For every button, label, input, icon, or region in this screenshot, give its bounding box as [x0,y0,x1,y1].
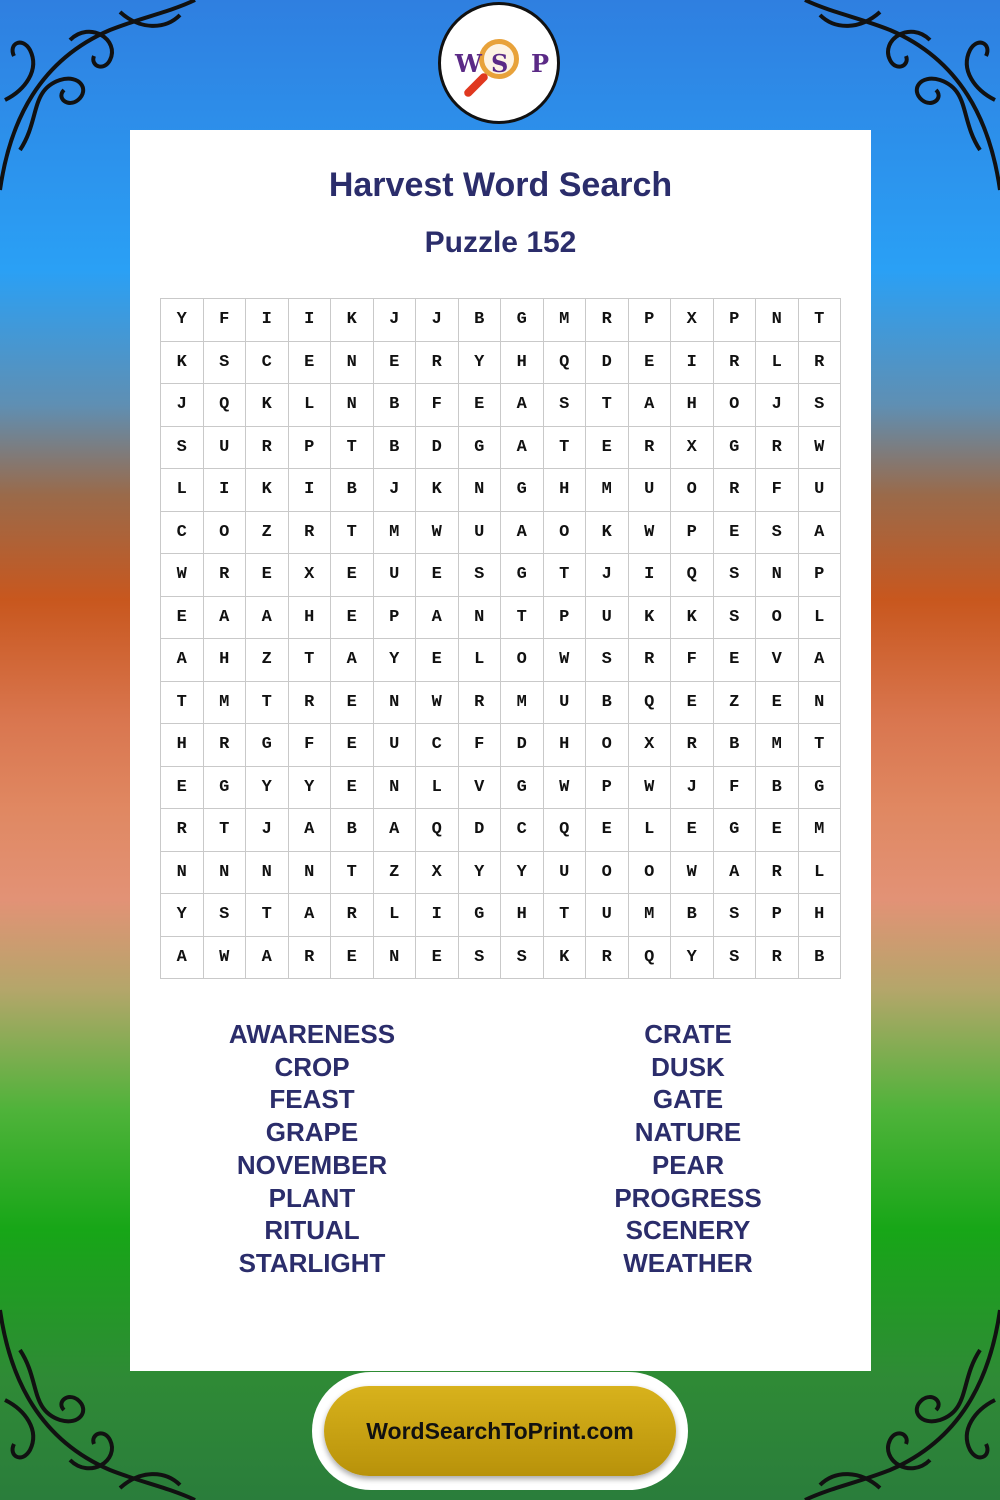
grid-cell[interactable]: X [629,724,672,767]
grid-cell[interactable]: W [416,682,459,725]
grid-cell[interactable]: R [714,469,757,512]
grid-cell[interactable]: Z [246,639,289,682]
grid-cell[interactable]: N [289,852,332,895]
grid-cell[interactable]: R [246,427,289,470]
grid-cell[interactable]: E [416,554,459,597]
grid-cell[interactable]: E [331,724,374,767]
grid-cell[interactable]: R [756,852,799,895]
grid-cell[interactable]: K [161,342,204,385]
grid-cell[interactable]: E [586,427,629,470]
grid-cell[interactable]: X [289,554,332,597]
grid-cell[interactable]: B [586,682,629,725]
grid-cell[interactable]: K [246,469,289,512]
grid-cell[interactable]: O [204,512,247,555]
grid-cell[interactable]: A [289,894,332,937]
grid-cell[interactable]: R [204,554,247,597]
grid-cell[interactable]: D [586,342,629,385]
grid-cell[interactable]: R [756,427,799,470]
grid-cell[interactable]: E [331,554,374,597]
grid-cell[interactable]: I [289,469,332,512]
grid-cell[interactable]: S [586,639,629,682]
grid-cell[interactable]: E [161,597,204,640]
grid-cell[interactable]: S [204,342,247,385]
grid-cell[interactable]: N [246,852,289,895]
grid-cell[interactable]: O [714,384,757,427]
grid-cell[interactable]: T [544,427,587,470]
grid-cell[interactable]: Y [289,767,332,810]
grid-cell[interactable]: R [671,724,714,767]
grid-cell[interactable]: J [756,384,799,427]
grid-cell[interactable]: A [714,852,757,895]
grid-cell[interactable]: R [799,342,842,385]
word-list-item: PLANT [268,1182,356,1213]
grid-cell[interactable]: B [671,894,714,937]
grid-cell[interactable]: W [544,767,587,810]
grid-cell[interactable]: L [289,384,332,427]
grid-cell[interactable]: K [629,597,672,640]
grid-cell[interactable]: O [544,512,587,555]
grid-cell[interactable]: R [416,342,459,385]
grid-cell[interactable]: I [416,894,459,937]
grid-cell[interactable]: M [799,809,842,852]
grid-cell[interactable]: R [586,937,629,980]
grid-cell[interactable]: A [246,597,289,640]
grid-cell[interactable]: O [671,469,714,512]
grid-cell[interactable]: T [586,384,629,427]
grid-cell[interactable]: N [161,852,204,895]
word-list-item: FEAST [269,1084,355,1115]
grid-cell[interactable]: I [629,554,672,597]
grid-cell[interactable]: E [629,342,672,385]
grid-cell[interactable]: T [204,809,247,852]
grid-cell[interactable]: Y [161,299,204,342]
grid-cell[interactable]: R [586,299,629,342]
grid-cell[interactable]: A [204,597,247,640]
grid-cell[interactable]: F [671,639,714,682]
grid-cell[interactable]: J [416,299,459,342]
grid-cell[interactable]: M [756,724,799,767]
grid-cell[interactable]: N [374,937,417,980]
grid-cell[interactable]: Y [671,937,714,980]
word-list-item: PROGRESS [614,1182,762,1213]
grid-cell[interactable]: P [799,554,842,597]
grid-cell[interactable]: T [246,894,289,937]
grid-cell[interactable]: C [501,809,544,852]
grid-cell[interactable]: L [161,469,204,512]
grid-cell[interactable]: Y [161,894,204,937]
grid-cell[interactable]: D [501,724,544,767]
grid-cell[interactable]: P [629,299,672,342]
page-title: Harvest Word Search [328,166,673,204]
grid-cell[interactable]: J [246,809,289,852]
grid-cell[interactable]: G [501,767,544,810]
grid-cell[interactable]: O [586,852,629,895]
grid-cell[interactable]: W [544,639,587,682]
grid-cell[interactable]: U [459,512,502,555]
grid-cell[interactable]: U [544,852,587,895]
grid-cell[interactable]: P [544,597,587,640]
grid-cell[interactable]: O [586,724,629,767]
grid-cell[interactable]: T [331,852,374,895]
word-list-item: STARLIGHT [238,1247,386,1278]
grid-cell[interactable]: A [416,597,459,640]
grid-cell[interactable]: I [289,299,332,342]
grid-cell[interactable]: H [289,597,332,640]
grid-cell[interactable]: T [544,894,587,937]
grid-cell[interactable]: E [331,937,374,980]
grid-cell[interactable]: G [501,554,544,597]
grid-cell[interactable]: Z [714,682,757,725]
grid-cell[interactable]: U [799,469,842,512]
grid-cell[interactable]: E [714,512,757,555]
grid-cell[interactable]: S [714,597,757,640]
word-list-item: SCENERY [625,1215,751,1246]
grid-cell[interactable]: X [416,852,459,895]
grid-cell[interactable]: S [714,937,757,980]
grid-cell[interactable]: E [416,639,459,682]
grid-cell[interactable]: B [374,384,417,427]
grid-cell[interactable]: G [459,427,502,470]
grid-cell[interactable]: A [289,809,332,852]
grid-cell[interactable]: G [204,767,247,810]
grid-cell[interactable]: S [799,384,842,427]
grid-cell[interactable]: E [331,597,374,640]
word-list-item: WEATHER [623,1247,753,1278]
grid-cell[interactable]: H [799,894,842,937]
grid-cell[interactable]: Y [374,639,417,682]
grid-cell[interactable]: H [671,384,714,427]
word-list-item: AWARENESS [228,1019,396,1049]
grid-cell[interactable]: U [544,682,587,725]
grid-cell[interactable]: Q [416,809,459,852]
grid-cell[interactable]: N [331,342,374,385]
grid-cell[interactable]: S [459,554,502,597]
puzzle-sheet [130,130,871,1371]
grid-cell[interactable]: J [161,384,204,427]
grid-cell[interactable]: B [374,427,417,470]
grid-cell[interactable]: O [629,852,672,895]
grid-cell[interactable]: A [161,639,204,682]
word-list-item: NOVEMBER [236,1149,388,1180]
grid-cell[interactable]: H [501,894,544,937]
grid-cell[interactable]: A [331,639,374,682]
grid-cell[interactable]: A [501,384,544,427]
grid-cell[interactable]: D [416,427,459,470]
grid-cell[interactable]: J [586,554,629,597]
grid-cell[interactable]: M [204,682,247,725]
grid-cell[interactable]: G [714,809,757,852]
logo-letter: W [455,49,482,78]
grid-cell[interactable]: S [756,512,799,555]
grid-cell[interactable]: E [374,342,417,385]
grid-cell[interactable]: P [289,427,332,470]
grid-cell[interactable]: J [671,767,714,810]
grid-cell[interactable]: G [799,767,842,810]
grid-cell[interactable]: M [501,682,544,725]
grid-cell[interactable]: L [799,852,842,895]
grid-cell[interactable]: Q [629,682,672,725]
grid-cell[interactable]: R [629,639,672,682]
grid-cell[interactable]: E [714,639,757,682]
grid-cell[interactable]: T [331,427,374,470]
word-list-column-1 [192,1018,432,1280]
grid-cell[interactable]: H [544,724,587,767]
grid-cell[interactable]: Q [671,554,714,597]
grid-cell[interactable]: K [416,469,459,512]
grid-cell[interactable]: L [799,597,842,640]
grid-cell[interactable]: P [671,512,714,555]
grid-cell[interactable]: A [501,427,544,470]
grid-cell[interactable]: I [671,342,714,385]
grid-cell[interactable]: R [289,937,332,980]
grid-cell[interactable]: P [714,299,757,342]
grid-cell[interactable]: N [204,852,247,895]
grid-cell[interactable]: U [586,597,629,640]
word-list-item: GRAPE [265,1117,359,1148]
grid-cell[interactable]: R [459,682,502,725]
grid-cell[interactable]: M [374,512,417,555]
grid-cell[interactable]: L [756,342,799,385]
grid-cell[interactable]: G [246,724,289,767]
grid-cell[interactable]: K [671,597,714,640]
grid-cell[interactable]: H [161,724,204,767]
grid-cell[interactable]: B [331,469,374,512]
grid-cell[interactable]: J [374,469,417,512]
grid-cell[interactable]: P [374,597,417,640]
grid-cell[interactable]: A [629,384,672,427]
grid-cell[interactable]: X [671,427,714,470]
grid-cell[interactable]: F [459,724,502,767]
grid-cell[interactable]: T [331,512,374,555]
word-list-item: RITUAL [264,1215,360,1246]
grid-cell[interactable]: A [161,937,204,980]
grid-cell[interactable]: B [756,767,799,810]
word-list-column-2 [568,1018,808,1280]
grid-cell[interactable]: P [586,767,629,810]
grid-cell[interactable]: Q [544,342,587,385]
puzzle-number: Puzzle 152 [424,226,577,259]
grid-cell[interactable]: N [331,384,374,427]
grid-cell[interactable]: D [459,809,502,852]
grid-cell[interactable]: R [204,724,247,767]
grid-cell[interactable]: R [756,937,799,980]
grid-cell[interactable]: Q [204,384,247,427]
grid-cell[interactable]: E [161,767,204,810]
grid-cell[interactable]: Y [459,342,502,385]
grid-cell[interactable]: H [544,469,587,512]
grid-cell[interactable]: N [374,682,417,725]
grid-cell[interactable]: V [459,767,502,810]
grid-cell[interactable]: N [374,767,417,810]
grid-cell[interactable]: E [246,554,289,597]
grid-cell[interactable]: A [501,512,544,555]
grid-cell[interactable]: S [459,937,502,980]
grid-cell[interactable]: C [416,724,459,767]
grid-cell[interactable]: W [629,767,672,810]
grid-cell[interactable]: G [714,427,757,470]
grid-cell[interactable]: E [586,809,629,852]
grid-cell[interactable]: I [246,299,289,342]
grid-cell[interactable]: O [501,639,544,682]
grid-cell[interactable]: N [756,299,799,342]
grid-cell[interactable]: W [629,512,672,555]
word-list-item: NATURE [634,1117,742,1148]
grid-cell[interactable]: L [629,809,672,852]
grid-cell[interactable]: E [756,809,799,852]
grid-cell[interactable]: E [416,937,459,980]
grid-cell[interactable]: T [544,554,587,597]
grid-cell[interactable]: L [459,639,502,682]
word-list-item: PEAR [651,1149,725,1180]
grid-cell[interactable]: S [161,427,204,470]
grid-cell[interactable]: Y [501,852,544,895]
grid-cell[interactable]: A [799,512,842,555]
grid-cell[interactable]: S [544,384,587,427]
grid-cell[interactable]: Y [459,852,502,895]
grid-cell[interactable]: P [756,894,799,937]
grid-cell[interactable]: T [246,682,289,725]
grid-cell[interactable]: E [756,682,799,725]
grid-cell[interactable]: Z [246,512,289,555]
grid-cell[interactable]: U [204,427,247,470]
grid-cell[interactable]: S [714,554,757,597]
grid-cell[interactable]: W [204,937,247,980]
grid-cell[interactable]: B [331,809,374,852]
word-list-item: CROP [274,1051,350,1082]
grid-cell[interactable]: S [714,894,757,937]
grid-cell[interactable]: W [416,512,459,555]
grid-cell[interactable]: Z [374,852,417,895]
grid-cell[interactable]: K [331,299,374,342]
grid-cell[interactable]: R [289,682,332,725]
grid-cell[interactable]: T [161,682,204,725]
grid-cell[interactable]: F [289,724,332,767]
grid-cell[interactable]: T [289,639,332,682]
grid-cell[interactable]: M [629,894,672,937]
grid-cell[interactable]: T [501,597,544,640]
logo-letter: P [531,49,550,78]
grid-cell[interactable]: W [799,427,842,470]
grid-cell[interactable]: V [756,639,799,682]
grid-cell[interactable]: F [756,469,799,512]
grid-cell[interactable]: L [374,894,417,937]
grid-cell[interactable]: E [459,384,502,427]
grid-cell[interactable]: Y [246,767,289,810]
grid-cell[interactable]: S [501,937,544,980]
word-list-item: GATE [652,1084,724,1115]
grid-cell[interactable]: B [714,724,757,767]
grid-cell[interactable]: K [544,937,587,980]
grid-cell[interactable]: K [246,384,289,427]
grid-cell[interactable]: O [756,597,799,640]
grid-cell[interactable]: E [289,342,332,385]
grid-cell[interactable]: M [586,469,629,512]
footer-badge [312,1372,688,1490]
grid-cell[interactable]: F [416,384,459,427]
grid-cell[interactable]: N [756,554,799,597]
grid-cell[interactable]: N [459,597,502,640]
grid-cell[interactable]: R [289,512,332,555]
grid-cell[interactable]: A [799,639,842,682]
grid-cell[interactable]: B [799,937,842,980]
grid-cell[interactable]: G [501,469,544,512]
grid-cell[interactable]: E [671,682,714,725]
grid-cell[interactable]: C [246,342,289,385]
grid-cell[interactable]: R [714,342,757,385]
grid-cell[interactable]: X [671,299,714,342]
grid-cell[interactable]: I [204,469,247,512]
grid-cell[interactable]: B [459,299,502,342]
grid-cell[interactable]: A [374,809,417,852]
grid-cell[interactable]: L [416,767,459,810]
grid-cell[interactable]: F [204,299,247,342]
grid-cell[interactable]: U [374,724,417,767]
word-list-item: DUSK [651,1051,725,1082]
grid-cell[interactable]: N [799,682,842,725]
grid-cell[interactable]: E [671,809,714,852]
grid-cell[interactable]: U [629,469,672,512]
grid-cell[interactable]: G [459,894,502,937]
grid-cell[interactable]: H [501,342,544,385]
site-logo[interactable] [438,2,560,124]
grid-cell[interactable]: K [586,512,629,555]
site-link[interactable]: WordSearchToPrint.com [324,1386,676,1476]
grid-cell[interactable]: Q [544,809,587,852]
grid-cell[interactable]: N [459,469,502,512]
grid-cell[interactable]: C [161,512,204,555]
grid-cell[interactable]: E [331,767,374,810]
grid-cell[interactable]: H [204,639,247,682]
grid-cell[interactable]: W [671,852,714,895]
grid-cell[interactable]: U [586,894,629,937]
grid-cell[interactable]: Q [629,937,672,980]
word-list-item: CRATE [644,1019,732,1049]
grid-cell[interactable]: U [374,554,417,597]
grid-cell[interactable]: S [204,894,247,937]
grid-cell[interactable]: F [714,767,757,810]
letter-grid [160,298,841,979]
grid-cell[interactable]: G [501,299,544,342]
grid-cell[interactable]: W [161,554,204,597]
grid-cell[interactable]: T [799,724,842,767]
grid-cell[interactable]: T [799,299,842,342]
grid-cell[interactable]: R [629,427,672,470]
grid-cell[interactable]: E [331,682,374,725]
logo-letter: S [491,49,509,78]
grid-cell[interactable]: R [161,809,204,852]
grid-cell[interactable]: M [544,299,587,342]
grid-cell[interactable]: J [374,299,417,342]
grid-cell[interactable]: R [331,894,374,937]
grid-cell[interactable]: A [246,937,289,980]
